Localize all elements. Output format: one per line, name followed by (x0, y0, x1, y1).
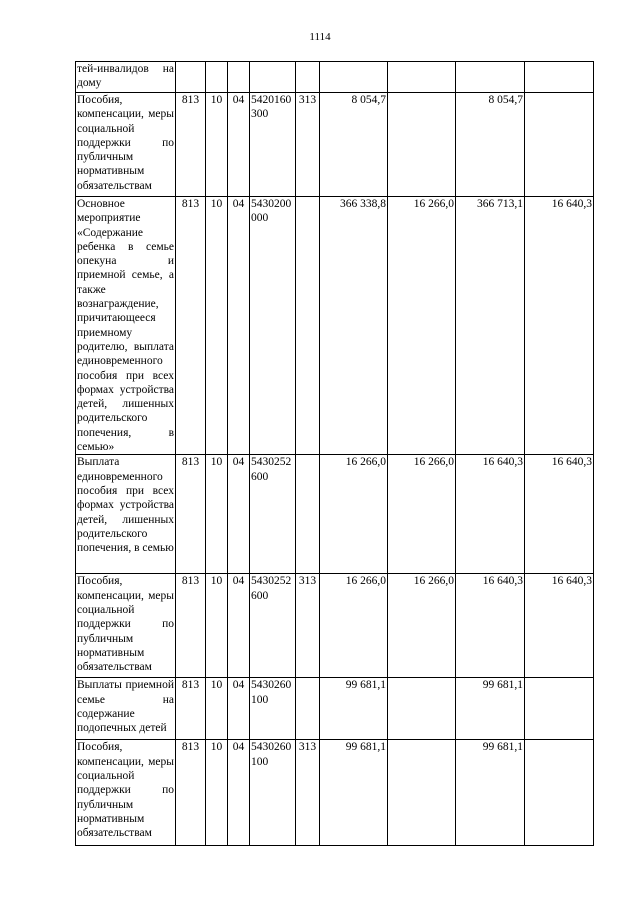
amount-2: 16 266,0 (388, 455, 456, 574)
table-row (76, 197, 594, 455)
amount-4: 16 640,3 (525, 197, 594, 455)
ministry-code: 813 (176, 455, 206, 574)
amount-4 (525, 740, 594, 846)
subsection-code: 04 (228, 455, 250, 574)
target-article-code: 5430260100 (250, 740, 296, 846)
row-name: Пособия, компенсации, меры социальной поддержки по публичным нормативным обязательствам (76, 574, 176, 678)
ministry-code: 813 (176, 574, 206, 678)
table-row (76, 93, 594, 197)
ministry-code: 813 (176, 678, 206, 740)
subsection-code (228, 62, 250, 93)
amount-3 (456, 62, 525, 93)
expense-type-code: 313 (296, 93, 320, 197)
ministry-code: 813 (176, 197, 206, 455)
amount-2 (388, 62, 456, 93)
amount-1: 8 054,7 (320, 93, 388, 197)
amount-3: 366 713,1 (456, 197, 525, 455)
amount-1 (320, 62, 388, 93)
table-row (76, 740, 594, 846)
amount-4 (525, 93, 594, 197)
row-name: Выплата единовременного пособия при всех формах устройства детей, лишенных родительского попечения, в семью (76, 455, 176, 574)
row-name: тей-инвалидов на дому (76, 62, 176, 93)
page-number: 1114 (309, 31, 331, 43)
amount-3: 8 054,7 (456, 93, 525, 197)
subsection-code: 04 (228, 197, 250, 455)
amount-2 (388, 740, 456, 846)
amount-4 (525, 678, 594, 740)
amount-4: 16 640,3 (525, 574, 594, 678)
row-name: Пособия, компенсации, меры социальной поддержки по публичным нормативным обязательствам (76, 93, 176, 197)
section-code: 10 (206, 740, 228, 846)
row-name: Основное мероприятие «Содержание ребенка в семье опекуна и приемной семье, а также вознаграждение, причитающееся приемному родителю, выплата единовременного пособия при всех формах устройства детей, лишенных родительского попечения, в семью» (77, 198, 174, 454)
subsection-code: 04 (228, 678, 250, 740)
amount-3: 16 640,3 (456, 455, 525, 574)
amount-2: 16 266,0 (388, 197, 456, 455)
section-code: 10 (206, 455, 228, 574)
section-code: 10 (206, 93, 228, 197)
amount-1: 16 266,0 (320, 574, 388, 678)
amount-3: 99 681,1 (456, 740, 525, 846)
amount-1: 99 681,1 (320, 678, 388, 740)
amount-2 (388, 678, 456, 740)
amount-1: 99 681,1 (320, 740, 388, 846)
amount-4: 16 640,3 (525, 455, 594, 574)
amount-3: 16 640,3 (456, 574, 525, 678)
amount-1: 16 266,0 (320, 455, 388, 574)
amount-1: 366 338,8 (320, 197, 388, 455)
ministry-code (176, 62, 206, 93)
amount-2 (388, 93, 456, 197)
expense-type-code (296, 62, 320, 93)
section-code (206, 62, 228, 93)
table-row (76, 62, 594, 93)
row-name: Выплаты приемной семье на содержание подопечных детей (76, 678, 176, 740)
subsection-code: 04 (228, 93, 250, 197)
section-code: 10 (206, 678, 228, 740)
target-article-code: 5430260100 (250, 678, 296, 740)
ministry-code: 813 (176, 740, 206, 846)
expense-type-code: 313 (296, 574, 320, 678)
budget-table (75, 61, 594, 846)
section-code: 10 (206, 197, 228, 455)
row-name: Пособия, компенсации, меры социальной поддержки по публичным нормативным обязательствам (76, 740, 176, 846)
target-article-code: 5430252600 (250, 574, 296, 678)
target-article-code: 5430200000 (250, 197, 296, 455)
expense-type-code (296, 455, 320, 574)
target-article-code: 5420160300 (250, 93, 296, 197)
subsection-code: 04 (228, 740, 250, 846)
expense-type-code (296, 678, 320, 740)
target-article-code (250, 62, 296, 93)
ministry-code: 813 (176, 93, 206, 197)
subsection-code: 04 (228, 574, 250, 678)
target-article-code: 5430252600 (250, 455, 296, 574)
section-code: 10 (206, 574, 228, 678)
amount-4 (525, 62, 594, 93)
table-row (76, 678, 594, 740)
table-row (76, 574, 594, 678)
amount-3: 99 681,1 (456, 678, 525, 740)
table-row (76, 455, 594, 574)
expense-type-code (296, 197, 320, 455)
amount-2: 16 266,0 (388, 574, 456, 678)
expense-type-code: 313 (296, 740, 320, 846)
